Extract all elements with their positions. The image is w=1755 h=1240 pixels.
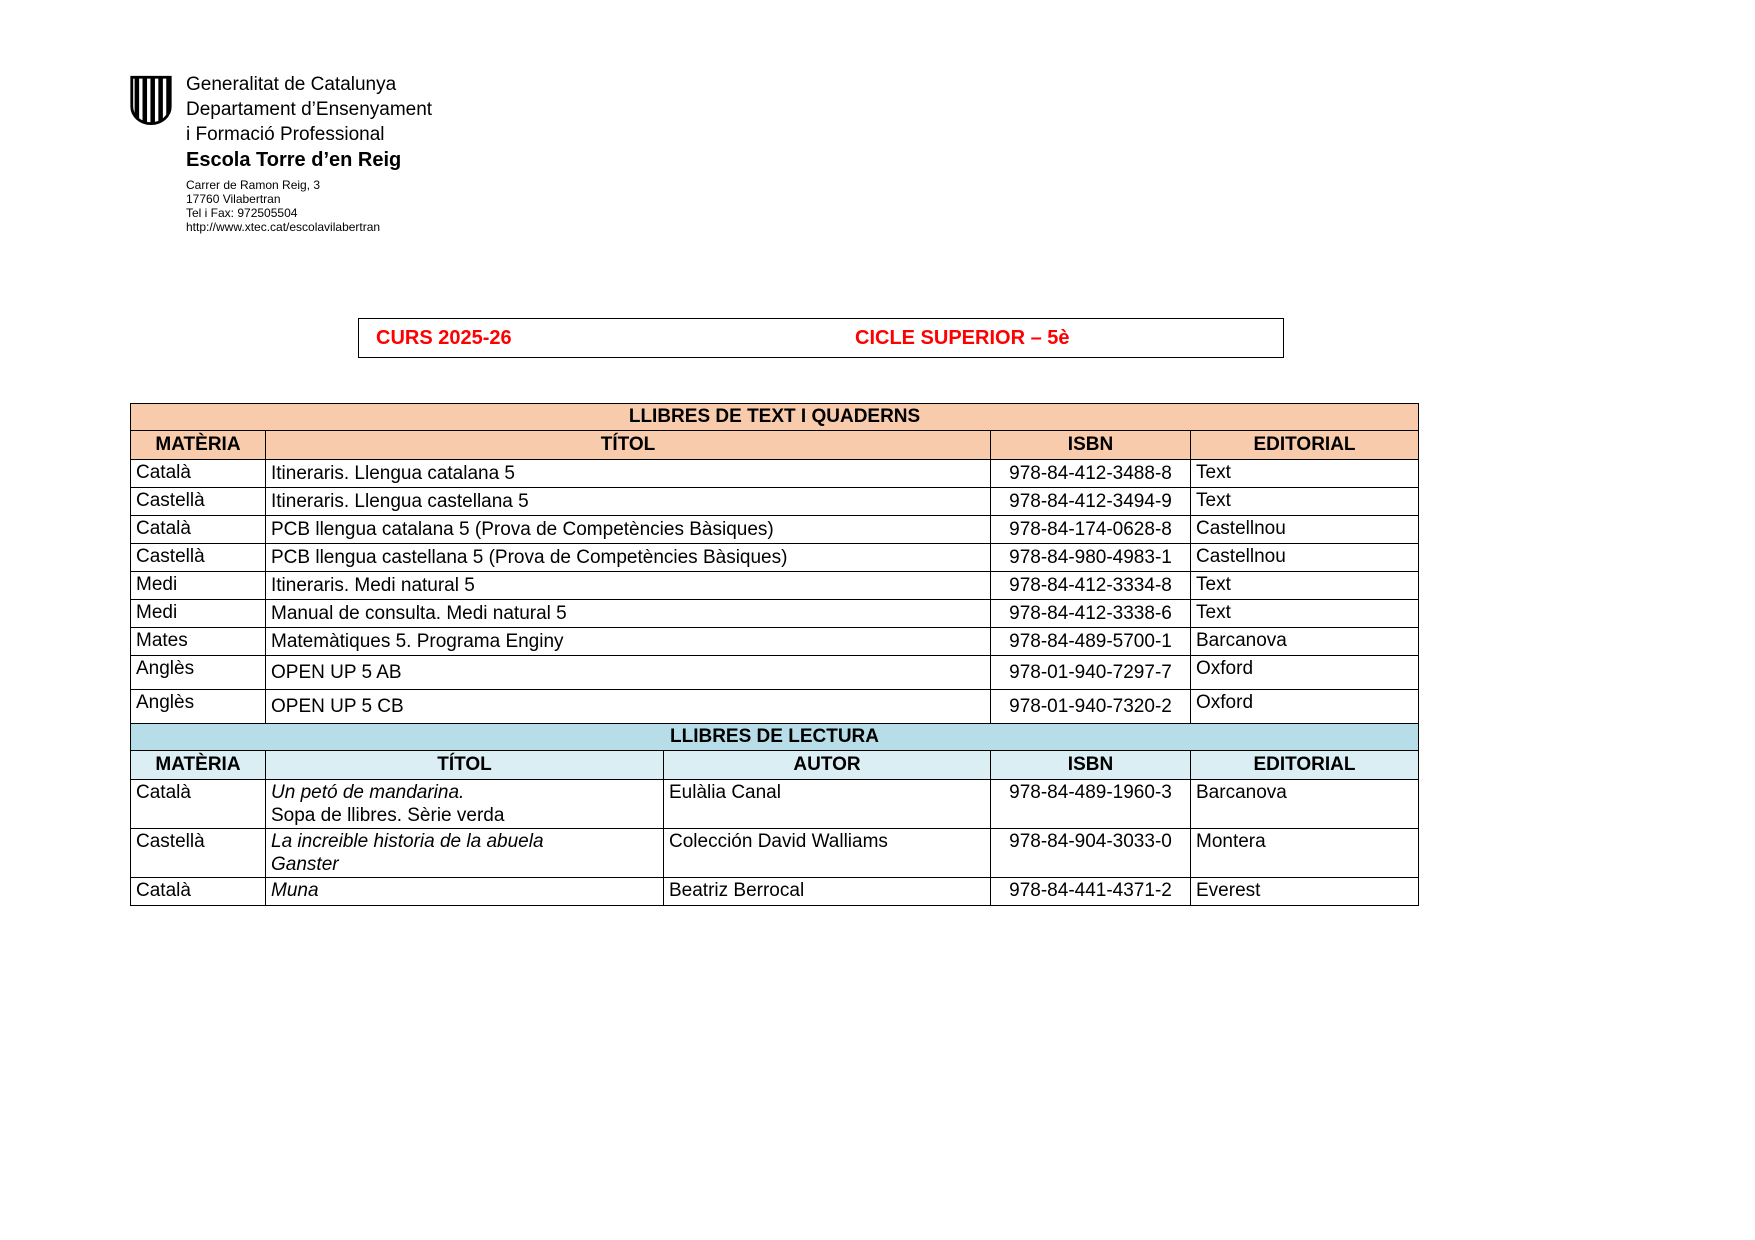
textbook-row (131, 516, 1419, 544)
textbook-titol: PCB llengua catalana 5 (Prova de Competències Bàsiques) (266, 516, 991, 544)
textbook-row (131, 628, 1419, 656)
reading-col-editorial: EDITORIAL (1191, 750, 1419, 779)
textbooks-header-row (131, 431, 1419, 460)
textbook-materia: Català (131, 516, 266, 544)
textbook-isbn: 978-84-174-0628-8 (991, 516, 1191, 544)
school-address: Carrer de Ramon Reig, 3 (186, 178, 321, 192)
reading-col-materia: MATÈRIA (131, 750, 266, 779)
letterhead-text (186, 72, 432, 234)
textbooks-table (130, 403, 1419, 724)
textbook-isbn: 978-01-940-7320-2 (991, 690, 1191, 724)
textbook-materia: Català (131, 460, 266, 488)
textbook-editorial: Text (1191, 600, 1419, 628)
textbook-editorial: Oxford (1191, 656, 1419, 690)
school-name: Escola Torre d’en Reig (186, 149, 402, 171)
textbook-row (131, 544, 1419, 572)
textbook-editorial: Text (1191, 460, 1419, 488)
reading-book-materia: Català (131, 877, 266, 905)
org-name: Generalitat de Catalunya (186, 74, 397, 95)
textbook-titol: OPEN UP 5 AB (266, 656, 991, 690)
textbooks-section-title: LLIBRES DE TEXT I QUADERNS (131, 404, 1419, 431)
textbook-editorial: Text (1191, 488, 1419, 516)
textbook-row (131, 600, 1419, 628)
course-banner (358, 318, 1284, 358)
book-tables (130, 403, 1418, 906)
reading-book-titol: Un petó de mandarina. Sopa de llibres. Sèrie verda (266, 779, 664, 828)
reading-book-materia: Castellà (131, 828, 266, 877)
org-department2: i Formació Professional (186, 124, 385, 145)
textbook-titol: Manual de consulta. Medi natural 5 (266, 600, 991, 628)
textbook-row (131, 690, 1419, 724)
reading-book-autor: Eulàlia Canal (664, 779, 991, 828)
textbook-materia: Anglès (131, 656, 266, 690)
reading-book-titol: La increible historia de la abuela Ganster (266, 828, 664, 877)
textbooks-col-editorial: EDITORIAL (1191, 431, 1419, 460)
school-phone: Tel i Fax: 972505504 (186, 206, 298, 220)
org-department: Departament d’Ensenyament (186, 99, 433, 120)
school-website: http://www.xtec.cat/escolavilabertran (186, 220, 381, 234)
textbook-materia: Anglès (131, 690, 266, 724)
reading-col-autor: AUTOR (664, 750, 991, 779)
textbooks-col-materia: MATÈRIA (131, 431, 266, 460)
reading-section-title: LLIBRES DE LECTURA (131, 723, 1419, 750)
textbook-titol: Itineraris. Medi natural 5 (266, 572, 991, 600)
school-city: 17760 Vilabertran (186, 192, 281, 206)
textbook-isbn: 978-84-980-4983-1 (991, 544, 1191, 572)
textbook-editorial: Castellnou (1191, 544, 1419, 572)
reading-book-row (131, 828, 1419, 877)
reading-book-editorial: Everest (1191, 877, 1419, 905)
textbook-editorial: Barcanova (1191, 628, 1419, 656)
textbook-materia: Mates (131, 628, 266, 656)
reading-book-autor: Colección David Walliams (664, 828, 991, 877)
reading-book-editorial: Montera (1191, 828, 1419, 877)
textbook-row (131, 572, 1419, 600)
generalitat-logo-icon (128, 75, 174, 127)
reading-col-isbn: ISBN (991, 750, 1191, 779)
textbook-titol: OPEN UP 5 CB (266, 690, 991, 724)
textbooks-col-titol: TÍTOL (266, 431, 991, 460)
course-year-label: CURS 2025-26 (376, 327, 512, 349)
reading-book-materia: Català (131, 779, 266, 828)
reading-header-row (131, 750, 1419, 779)
textbook-materia: Castellà (131, 544, 266, 572)
textbook-titol: Itineraris. Llengua castellana 5 (266, 488, 991, 516)
textbooks-col-isbn: ISBN (991, 431, 1191, 460)
textbook-row (131, 460, 1419, 488)
textbook-materia: Castellà (131, 488, 266, 516)
reading-col-titol: TÍTOL (266, 750, 664, 779)
textbook-editorial: Castellnou (1191, 516, 1419, 544)
reading-book-isbn: 978-84-904-3033-0 (991, 828, 1191, 877)
textbook-materia: Medi (131, 600, 266, 628)
textbook-isbn: 978-84-412-3488-8 (991, 460, 1191, 488)
reading-book-row (131, 779, 1419, 828)
textbook-isbn: 978-84-412-3334-8 (991, 572, 1191, 600)
textbook-row (131, 656, 1419, 690)
reading-book-isbn: 978-84-441-4371-2 (991, 877, 1191, 905)
textbook-isbn: 978-01-940-7297-7 (991, 656, 1191, 690)
letterhead (128, 72, 432, 234)
textbook-isbn: 978-84-412-3494-9 (991, 488, 1191, 516)
textbook-titol: Itineraris. Llengua catalana 5 (266, 460, 991, 488)
textbook-editorial: Text (1191, 572, 1419, 600)
reading-book-isbn: 978-84-489-1960-3 (991, 779, 1191, 828)
textbook-isbn: 978-84-489-5700-1 (991, 628, 1191, 656)
reading-section-row (131, 723, 1419, 750)
course-cycle-label: CICLE SUPERIOR – 5è (855, 327, 1070, 349)
reading-book-row (131, 877, 1419, 905)
reading-book-titol: Muna (266, 877, 664, 905)
textbook-editorial: Oxford (1191, 690, 1419, 724)
textbook-row (131, 488, 1419, 516)
reading-book-editorial: Barcanova (1191, 779, 1419, 828)
textbook-titol: PCB llengua castellana 5 (Prova de Competències Bàsiques) (266, 544, 991, 572)
reading-book-autor: Beatriz Berrocal (664, 877, 991, 905)
textbooks-section-row (131, 404, 1419, 431)
reading-books-table (130, 723, 1419, 906)
textbook-materia: Medi (131, 572, 266, 600)
textbook-isbn: 978-84-412-3338-6 (991, 600, 1191, 628)
textbook-titol: Matemàtiques 5. Programa Enginy (266, 628, 991, 656)
